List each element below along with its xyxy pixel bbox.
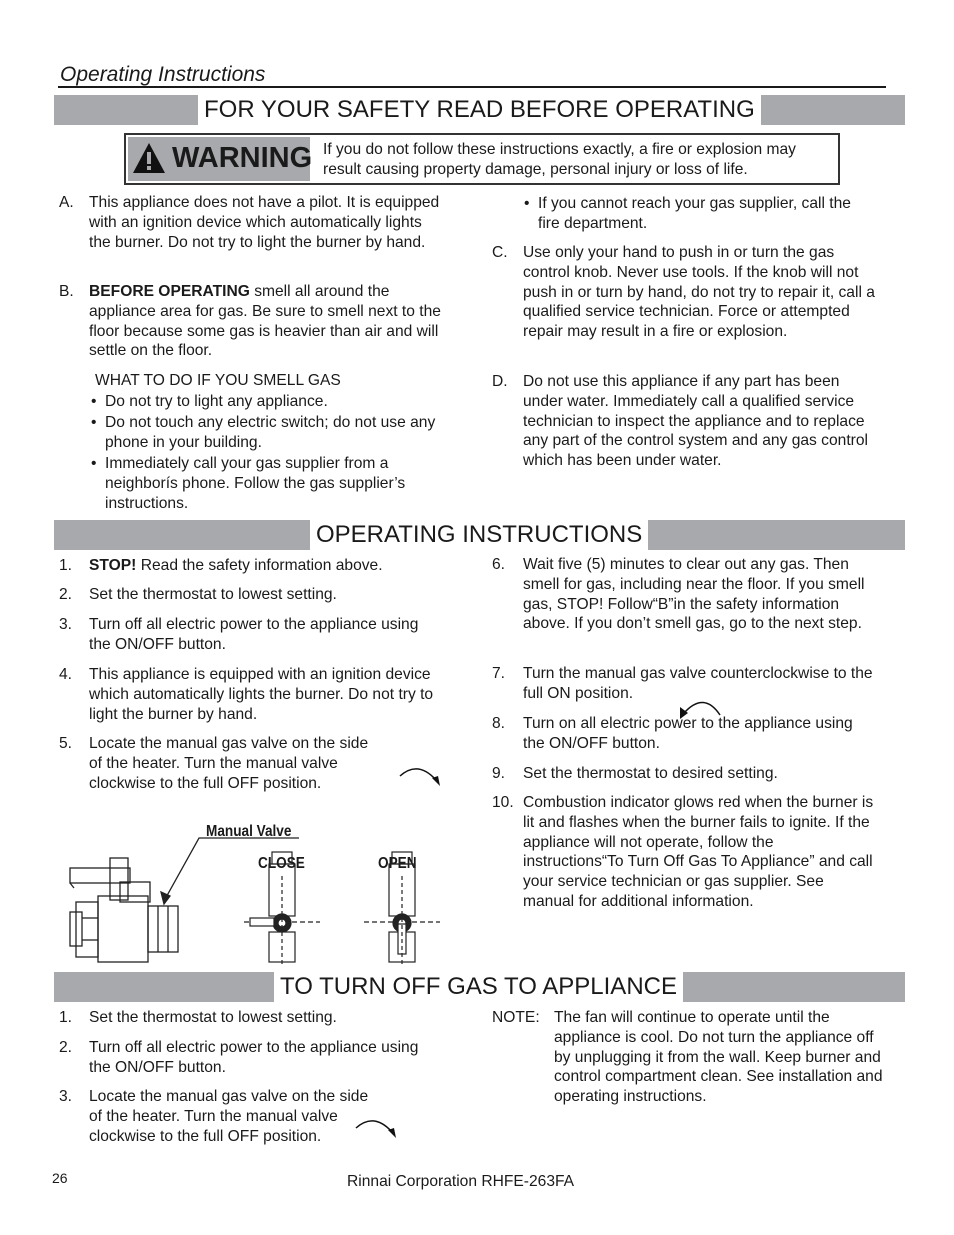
warning-triangle-icon — [132, 141, 166, 175]
close-label: CLOSE — [258, 855, 305, 872]
page-title: Operating Instructions — [60, 63, 266, 86]
title-rule — [58, 86, 886, 88]
manual-valve-label: Manual Valve — [206, 823, 292, 840]
item-text: Use only your hand to push in or turn the gas control knob. Never use tools. If the knob will not push in or turn by hand, do not try to repair it, call a qualified service technician. Force or attempted repair may result in a fire or explosion. — [523, 244, 875, 341]
smell-gas-heading: WHAT TO DO IF YOU SMELL GAS — [95, 372, 341, 389]
page-number: 26 — [52, 1170, 68, 1186]
item-label: B. — [59, 283, 74, 300]
item-label: A. — [59, 194, 74, 211]
item-text: BEFORE OPERATING smell all around the appliance area for gas. Be sure to smell next to the floor because some gas is heavier than air and will settle on the floor. — [89, 283, 441, 360]
note-text: The fan will continue to operate until the appliance is cool. Do not turn the appliance off by unplugging it from the wall. Keep burner and control compartment clean. See installation and operating instructions. — [554, 1009, 883, 1106]
item-label: C. — [492, 244, 508, 261]
clockwise-arrow-icon — [398, 764, 444, 790]
turnoff-heading-band — [54, 972, 905, 1002]
turnoff-heading: TO TURN OFF GAS TO APPLIANCE — [274, 972, 683, 1002]
close-valve-diagram — [244, 852, 320, 966]
warning-box — [124, 133, 840, 185]
manual-valve-diagram — [64, 836, 444, 966]
operating-heading-band — [54, 520, 905, 550]
stop-bold: STOP! — [89, 557, 137, 574]
clockwise-arrow-icon — [354, 1116, 400, 1142]
safety-heading-band — [54, 95, 905, 125]
item-label: D. — [492, 373, 508, 390]
open-valve-diagram — [364, 852, 440, 966]
open-label: OPEN — [378, 855, 417, 872]
before-operating-bold: BEFORE OPERATING — [89, 283, 250, 300]
warning-text: If you do not follow these instructions exactly, a fire or explosion may result causing property damage, personal injury or loss of life. — [323, 141, 796, 178]
safety-heading: FOR YOUR SAFETY READ BEFORE OPERATING — [198, 95, 761, 125]
operating-heading: OPERATING INSTRUCTIONS — [310, 520, 648, 550]
footer-text: Rinnai Corporation RHFE-263FA — [347, 1173, 575, 1190]
item-text: This appliance does not have a pilot. It is equipped with an ignition device which automatically lights the burner. Do not try to light the burner by hand. — [89, 194, 440, 251]
note-label: NOTE: — [492, 1009, 540, 1026]
warning-word: WARNING — [172, 142, 313, 174]
item-text: Do not use this appliance if any part has been under water. Immediately call a qualified service technician to inspect the appliance and to replace any part of the control system and any gas control which has been under water. — [523, 373, 868, 470]
warning-label-panel — [128, 137, 313, 181]
